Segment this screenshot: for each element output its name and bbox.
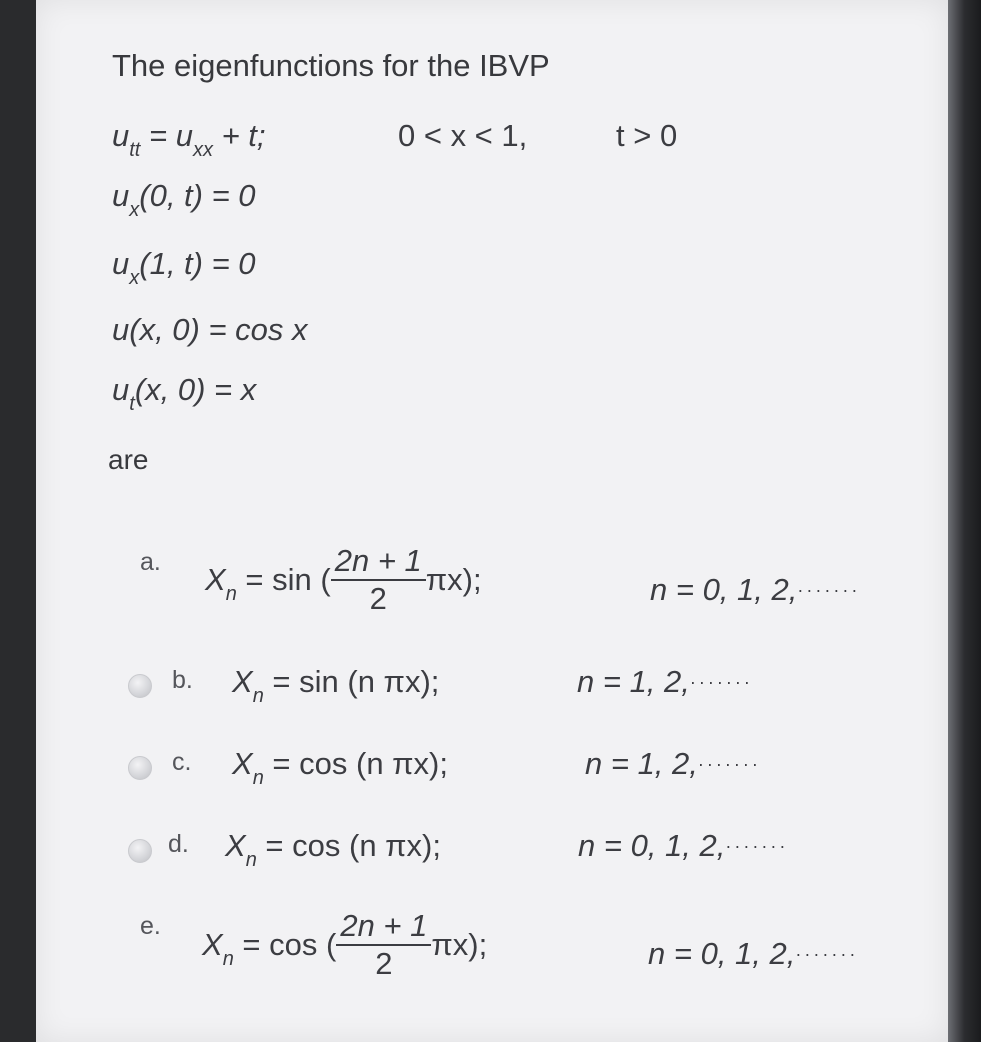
- question-card: [36, 0, 948, 1042]
- option-b-expression: $X_n = \sin (n$ πx);: [232, 664, 440, 707]
- option-d-letter: d.: [168, 830, 189, 858]
- pde-domain-x: 0 < x < 1,: [398, 118, 528, 153]
- initial-condition-2: $u_t(x$, 0) = x: [112, 372, 257, 415]
- option-c-radio[interactable]: [128, 756, 152, 780]
- option-a-letter: a.: [140, 548, 161, 576]
- option-c-n-range: n = 1, 2,·······: [585, 746, 761, 781]
- pde-equation: $u_{tt} = u_{xx} + t$;: [112, 118, 266, 161]
- option-d-expression: $X_n = \cos (n$ πx);: [225, 828, 441, 871]
- option-b-radio[interactable]: [128, 674, 152, 698]
- option-b-n-range: n = 1, 2,·······: [577, 664, 753, 699]
- option-a-n-range: n = 0, 1, 2,·······: [650, 572, 861, 607]
- option-a-expression: $X_n = \sin$ ( $\frac{2n + 1}{2}$ πx);: [205, 543, 482, 616]
- option-d-radio[interactable]: [128, 839, 152, 863]
- boundary-condition-2: $u_x(1$, t) = 0: [112, 246, 256, 289]
- option-e-expression: $X_n = \cos$ ( $\frac{2n + 1}{2}$ πx);: [202, 908, 488, 981]
- option-e-n-range: n = 0, 1, 2,·······: [648, 936, 859, 971]
- option-c-expression: $X_n = \cos (n$ πx);: [232, 746, 448, 789]
- boundary-condition-1: $u_x(0$, t) = 0: [112, 178, 256, 221]
- device-bezel: [948, 0, 981, 1042]
- pde-domain-t: t > 0: [616, 118, 678, 153]
- question-prompt: The eigenfunctions for the IBVP: [112, 48, 550, 83]
- option-e-letter: e.: [140, 912, 161, 940]
- option-b-letter: b.: [172, 666, 193, 694]
- option-c-letter: c.: [172, 748, 192, 776]
- option-d-n-range: n = 0, 1, 2,·······: [578, 828, 789, 863]
- are-label: are: [108, 444, 149, 475]
- initial-condition-1: u(x, 0) = cos x: [112, 312, 308, 347]
